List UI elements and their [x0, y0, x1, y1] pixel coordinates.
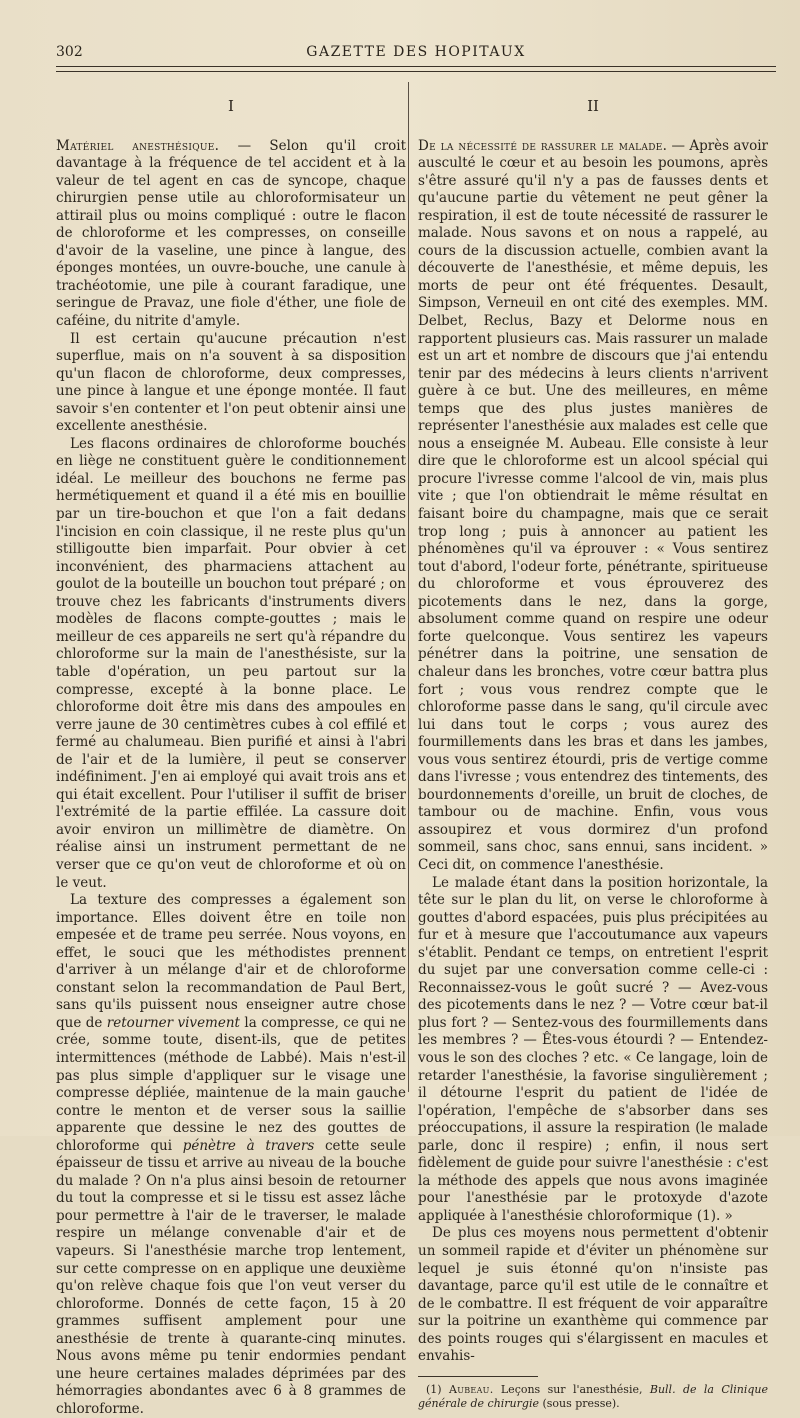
footnote-rule [418, 1376, 538, 1377]
left-column [56, 82, 406, 1418]
header-rule-top [56, 66, 776, 67]
emphasis: pénètre à travers [182, 1137, 315, 1154]
paragraph: De la nécessité de rassurer le malade. — Après avoir ausculté le cœur et au besoin les poumons, après s'être assuré qu'il n'y a pas de fausses dents et qu'aucune partie du vêtement ne peut gêner la respiration, il est de toute nécessité de rassurer le malade. Nous savons et on nous a rappelé, au cours de la discussion actuelle, combien avant la découverte de l'anesthésie, et même depuis, les morts de peur ont été fréquentes. Desault, Simpson, Verneuil en ont cité des exemples. MM. Delbet, Reclus, Bazy et Delorme nous en rapportent plusieurs cas. Mais rassurer un malade est un art et nombre de discours que j'ai entendu tenir par des médecins à leurs clients n'arrivent guère à ce but. Une des meilleures, en même temps que des plus justes manières de représenter l'anesthésie aux malades est celle que nous a enseignée M. Aubeau. Elle consiste à leur dire que le chloroforme est un alcool spécial qui procure l'ivresse comme l'alcool de vin, mais plus vite ; que l'on obtiendrait le même résultat en faisant boire du champagne, mais que ce serait trop long ; puis à annoncer au patient les phénomènes qu'il va éprouver : « Vous sentirez tout d'abord, l'odeur forte, pénétrante, spiritueuse du chloroforme et vous éprouverez des picotements dans le nez, dans la gorge, absolument comme quand on respire une odeur forte quelconque. Vous sentirez les vapeurs pénétrer dans la poitrine, une sensation de chaleur dans les bronches, votre cœur battra plus fort ; vous vous rendrez compte que le chloroforme passe dans le sang, qu'il circule avec lui dans tout le corps ; vous aurez des fourmillements dans les bras et dans les jambes, vous vous sentirez étourdi, pris de vertige comme dans l'ivresse ; vous entendrez des tintements, des bourdonnements d'oreille, un bruit de cloches, de tambour ou de machine. Enfin, vous vous assoupirez et vous dormirez d'un profond sommeil, sans choc, sans ennui, sans incident. » Ceci dit, on commence l'anesthésie. [418, 137, 768, 873]
emphasis: retourner vivement [106, 1014, 240, 1031]
footnote: (1) Aubeau. Leçons sur l'anesthésie, Bull. de la Clinique générale de chirurgie (sous presse). [418, 1382, 769, 1410]
paragraph: Matériel anesthésique. — Selon qu'il croit davantage à la fréquence de tel accident et à la valeur de tel agent en cas de syncope, chaque chirurgien pense utile au chloroformisateur un attirail plus ou moins compliqué : outre le flacon de chloroforme et les compresses, on conseille d'avoir de la vaseline, une pince à langue, des éponges montées, un ouvre-bouche, une canule à trachéotomie, une pile à courant faradique, une seringue de Pravaz, une fiole d'éther, une fiole de caféine, du nitrite d'amyle. [56, 137, 406, 330]
right-column [418, 82, 768, 1411]
journal-title: GAZETTE DES HOPITAUX [306, 44, 526, 60]
section-heading: De la nécessité de rassurer le malade. [418, 137, 668, 154]
page-number: 302 [56, 44, 83, 60]
page-header [56, 44, 776, 74]
column-divider [408, 82, 409, 1092]
paragraph: Les flacons ordinaires de chloroforme bouchés en liège ne constituent guère le conditionnement idéal. Le meilleur des bouchons ne ferme pas hermétiquement et quand il a été mis en bouillie par un tire-bouchon et que l'on a fait dedans l'incision en coin classique, il ne reste plus qu'un stilligoutte bien imparfait. Pour obvier à cet inconvénient, des pharmaciens attachent au goulot de la bouteille un bouchon tout préparé ; on trouve chez les fabricants d'instruments divers modèles de flacons compte-gouttes ; mais le meilleur de ces appareils ne sert qu'à répandre du chloroforme sur la main de l'anesthésiste, sur la table d'opération, un peu partout sur la compresse, excepté à la bonne place. Le chloroforme doit être mis dans des ampoules en verre jaune de 30 centimètres cubes à col effilé et fermé au chalumeau. Bien purifié et ainsi à l'abri de l'air et de la lumière, il peut se conserver indéfiniment. J'en ai employé qui avait trois ans et qui était excellent. Pour l'utiliser il suffit de briser l'extrémité de la partie effilée. La cassure doit avoir environ un millimètre de diamètre. On réalise ainsi un instrument permettant de ne verser que ce qu'on veut de chloroforme et où on le veut. [56, 435, 406, 891]
paragraph: La texture des compresses a également son importance. Elles doivent être en toile non empesée et de trame peu serrée. Nous voyons, en effet, le souci que les méthodistes prennent d'arriver à un mélange d'air et de chloroforme constant selon la recommandation de Paul Bert, sans qu'ils puissent nous enseigner autre chose que de retourner vivement la compresse, ce qui ne crée, somme toute, disent-ils, que de petites intermittences (méthode de Labbé). Mais n'est-il pas plus simple d'appliquer sur le visage une compresse dépliée, maintenue de la main gauche contre le menton et de verser sous la saillie apparente que dessine le nez des gouttes de chloroforme qui pénètre à travers cette seule épaisseur de tissu et arrive au niveau de la bouche du malade ? On n'a plus ainsi besoin de retourner du tout la compresse et si le tissu est assez lâche pour permettre à l'air de le traverser, le malade respire un mélange convenable d'air et de vapeurs. Si l'anesthésie marche trop lentement, sur cette compresse on en applique une deuxième qu'on relève chaque fois que l'on veut verser du chloroforme. Donnés de cette façon, 15 à 20 grammes suffisent amplement pour une anesthésie de trente à quarante-cinq minutes. Nous avons même pu tenir endormies pendant une heure certaines malades déprimées par des hémorragies abondantes avec 6 à 8 grammes de chloroforme. [56, 892, 407, 1417]
section-number: II [587, 97, 599, 115]
paragraph: Il est certain qu'aucune précaution n'est superflue, mais on n'a souvent à sa disposition qu'un flacon de chloroforme, deux compresses, une pince à langue et une éponge montée. Il faut savoir s'en contenter et l'on peut obtenir ainsi une excellente anesthésie. [56, 330, 406, 435]
section-heading: Matériel anesthésique. [56, 137, 220, 154]
paragraph: De plus ces moyens nous permettent d'obtenir un sommeil rapide et d'éviter un phénomène sur lequel je suis étonné qu'on n'insiste pas davantage, parce qu'il est utile de le connaître et de le combattre. Il est fréquent de voir apparaître sur la poitrine un exanthème qui commence par des points rouges qui s'élargissent en macules et envahis- [418, 1225, 768, 1365]
paragraph: Le malade étant dans la position horizontale, la tête sur le plan du lit, on verse le chloroforme à gouttes d'abord espacées, puis plus précipitées au fur et à mesure que l'accoutumance aux vapeurs s'établit. Pendant ce temps, on entretient l'esprit du sujet par une conversation comme celle-ci : Reconnaissez-vous le goût sucré ? — Avez-vous des picotements dans le nez ? — Votre cœur bat-il plus fort ? — Sentez-vous des fourmillements dans les membres ? — Êtes-vous étourdi ? — Entendez-vous le son des cloches ? etc. « Ce langage, loin de retarder l'anesthésie, la favorise singulièrement ; il détourne l'esprit du patient de l'idée de l'opération, l'empêche de s'absorber dans ses préoccupations, il assure la respiration (le malade parle, donc il respire) ; enfin, il nous sert fidèlement de guide pour suivre l'anesthésie : c'est la méthode des appels que nous avons imaginée pour l'anesthésie par le protoxyde d'azote appliquée à l'anesthésie chloroformique (1). » [418, 874, 768, 1224]
section-number: I [228, 97, 234, 115]
header-rule-bottom [56, 71, 776, 72]
